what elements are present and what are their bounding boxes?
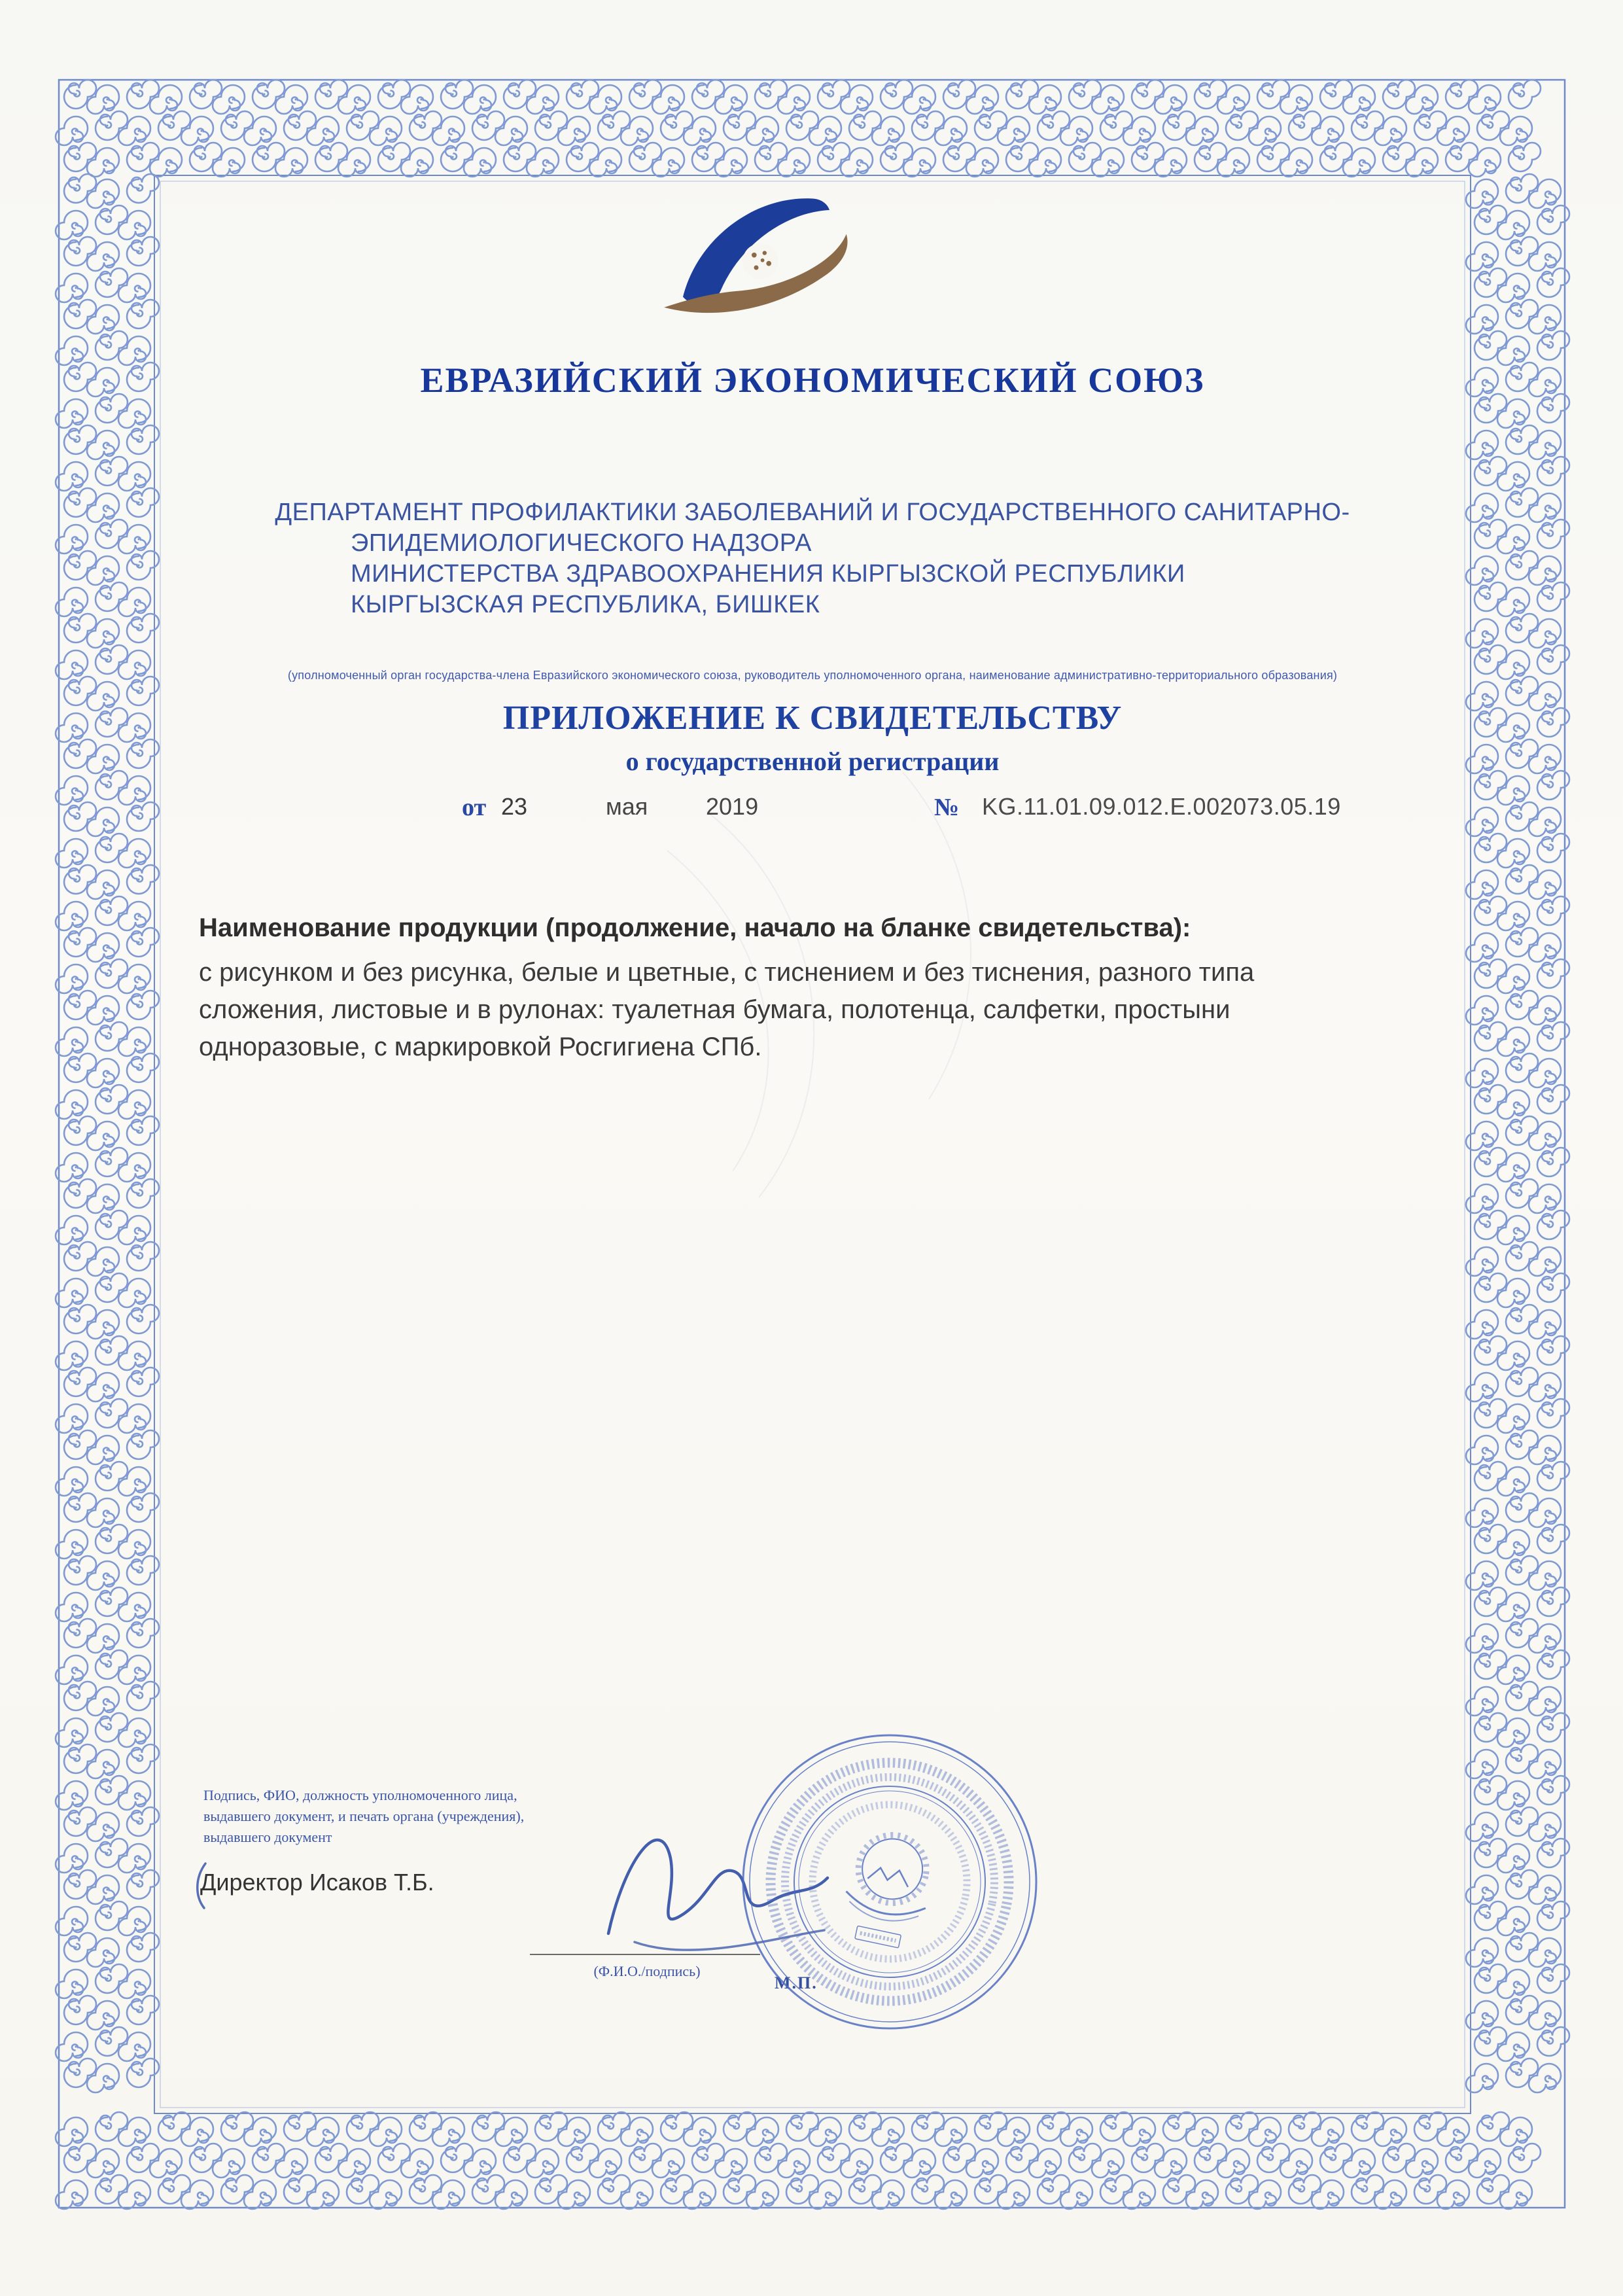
- product-description: с рисунком и без рисунка, белые и цветные, с тиснением и без тиснения, разного типа сложения, листовые и в рулонах: туалетная бумага, полотенца, салфетки, простыни одноразовые, с маркировкой Росгигиена СПб.: [199, 958, 1255, 1061]
- date-year: 2019: [706, 793, 759, 820]
- seal-place-label: М.П.: [775, 1973, 818, 1992]
- signature-caption: (Ф.И.О./подпись): [593, 1963, 701, 1979]
- issuing-authority: [154, 497, 1471, 620]
- note-line: выдавшего документ, и печать органа (учреждения),: [203, 1808, 525, 1824]
- document-subtitle: о государственной регистрации: [625, 747, 1000, 776]
- date-day: 23: [501, 793, 528, 820]
- note-line: выдавшего документ: [203, 1829, 332, 1845]
- document-title: ПРИЛОЖЕНИЕ К СВИДЕТЕЛЬСТВУ: [502, 699, 1123, 737]
- authority-line: ЭПИДЕМИОЛОГИЧЕСКОГО НАДЗОРА: [351, 529, 812, 557]
- date-from-label: от: [462, 794, 487, 821]
- union-title: ЕВРАЗИЙСКИЙ ЭКОНОМИЧЕСКИЙ СОЮЗ: [420, 361, 1205, 400]
- product-section-heading: Наименование продукции (продолжение, начало на бланке свидетельства):: [199, 913, 1191, 942]
- authority-line: КЫРГЫЗСКАЯ РЕСПУБЛИКА, БИШКЕК: [351, 591, 820, 618]
- signature-explanatory-note: [203, 1785, 524, 1848]
- date-month: мая: [606, 793, 648, 820]
- signatory-name: Директор Исаков Т.Б.: [200, 1869, 434, 1896]
- official-seal: [739, 1731, 1040, 2032]
- authority-line: МИНИСТЕРСТВА ЗДРАВООХРАНЕНИЯ КЫРГЫЗСКОЙ РЕСПУБЛИКИ: [351, 560, 1185, 588]
- authority-footnote: (уполномоченный орган государства-члена Евразийского экономического союза, руководитель уполномоченного органа, наименование административно-территориального образования): [287, 669, 1338, 682]
- eaeu-logo-icon: [652, 175, 861, 339]
- number-sign: №: [934, 794, 960, 821]
- authority-line: ДЕПАРТАМЕНТ ПРОФИЛАКТИКИ ЗАБОЛЕВАНИЙ И ГОСУДАРСТВЕННОГО САНИТАРНО-: [275, 499, 1350, 526]
- note-line: Подпись, ФИО, должность уполномоченного лица,: [203, 1787, 517, 1803]
- ink-bracket-mark: [191, 1860, 211, 1912]
- issue-date-and-number: [462, 793, 1482, 830]
- registration-number: KG.11.01.09.012.E.002073.05.19: [982, 793, 1341, 820]
